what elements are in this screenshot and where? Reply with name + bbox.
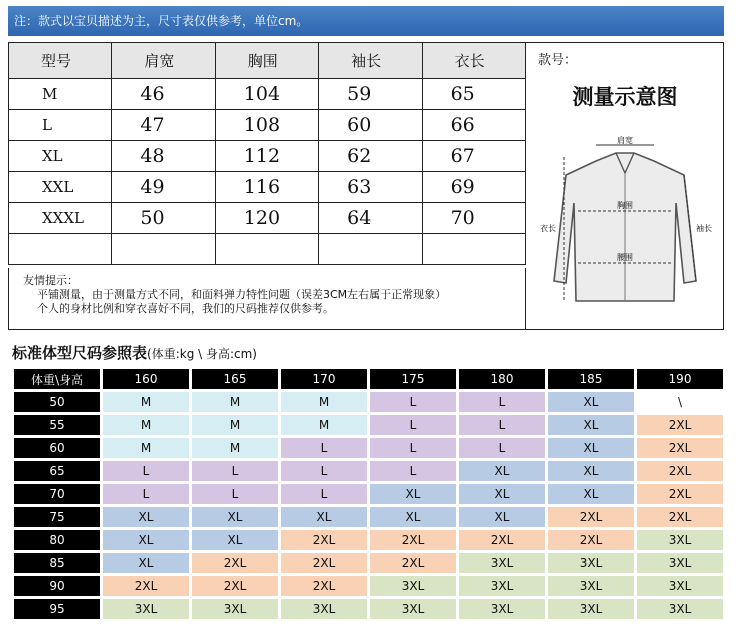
size-recommendation-cell: L [370,461,456,481]
table-row [9,203,526,234]
size-recommendation-cell: 3XL [459,599,545,619]
empty-cell [112,234,215,265]
size-recommendation-cell: L [192,461,278,481]
size-recommendation-cell: XL [370,484,456,504]
table-row [14,415,723,435]
size-recommendation-cell: XL [370,507,456,527]
sleeve-cell: 64 [319,203,422,234]
size-recommendation-cell: 2XL [281,553,367,573]
shoulder-cell: 46 [112,79,215,110]
weight-cell: 60 [14,438,100,458]
size-recommendation-cell: XL [192,530,278,550]
notice-text: 注：款式以宝贝描述为主，尺寸表仅供参考，单位cm。 [14,14,309,28]
shoulder-cell: 48 [112,141,215,172]
size-cell: XXL [9,172,112,203]
empty-cell [319,234,422,265]
weight-cell: 55 [14,415,100,435]
header-length: 衣长 [422,43,525,79]
weight-cell: 80 [14,530,100,550]
table-row [9,110,526,141]
table-row [14,438,723,458]
header-shoulder: 肩宽 [112,43,215,79]
size-recommendation-cell: XL [103,507,189,527]
weight-cell: 95 [14,599,100,619]
table-row [9,172,526,203]
sleeve-cell: 62 [319,141,422,172]
height-header: 190 [637,369,723,389]
table-row [14,530,723,550]
size-recommendation-cell: XL [548,484,634,504]
diagram-title: 测量示意图 [572,85,678,109]
table-row [9,79,526,110]
size-recommendation-cell: 2XL [370,553,456,573]
size-recommendation-cell: M [103,392,189,412]
size-recommendation-cell: 2XL [637,461,723,481]
size-recommendation-cell: XL [192,507,278,527]
size-cell: XL [9,141,112,172]
size-recommendation-cell: 3XL [370,576,456,596]
reference-title-text: 标准体型尺码参照表 [12,344,148,362]
size-recommendation-cell: 3XL [459,553,545,573]
measure-diagram-panel [526,42,724,330]
chest-cell: 120 [215,203,318,234]
size-recommendation-cell: XL [548,438,634,458]
table-row [14,599,723,619]
header-sleeve: 袖长 [319,43,422,79]
size-recommendation-cell: L [281,461,367,481]
size-recommendation-cell: 2XL [637,438,723,458]
size-recommendation-cell: 2XL [192,553,278,573]
style-number-label: 款号： [538,53,578,68]
size-recommendation-cell: 2XL [370,530,456,550]
length-cell: 67 [422,141,525,172]
empty-cell [215,234,318,265]
size-recommendation-cell: 3XL [637,576,723,596]
size-recommendation-cell: XL [459,461,545,481]
size-recommendation-cell: L [459,392,545,412]
size-recommendation-cell: L [459,438,545,458]
size-cell: L [9,110,112,141]
size-recommendation-cell: 3XL [192,599,278,619]
size-recommendation-cell: M [192,415,278,435]
chest-cell: 112 [215,141,318,172]
size-recommendation-cell: 3XL [103,599,189,619]
shoulder-cell: 50 [112,203,215,234]
length-cell: 66 [422,110,525,141]
empty-cell [422,234,525,265]
tips-box [8,268,526,330]
size-recommendation-cell: L [281,438,367,458]
size-recommendation-cell: 2XL [281,530,367,550]
size-recommendation-cell: 2XL [637,415,723,435]
sleeve-cell: 60 [319,110,422,141]
size-recommendation-cell: M [192,392,278,412]
size-recommendation-cell: XL [548,461,634,481]
reference-title [12,342,257,363]
weight-cell: 50 [14,392,100,412]
measurement-table [8,42,526,265]
size-recommendation-cell: 3XL [548,553,634,573]
size-recommendation-cell: M [281,415,367,435]
reference-body [14,392,723,619]
table-row [14,576,723,596]
size-recommendation-cell: L [370,415,456,435]
weight-cell: 75 [14,507,100,527]
corner-cell: 体重\身高 [14,369,100,389]
size-recommendation-cell: L [459,415,545,435]
size-recommendation-cell: M [192,438,278,458]
size-recommendation-cell: 2XL [637,484,723,504]
size-recommendation-cell: 2XL [637,507,723,527]
chest-cell: 104 [215,79,318,110]
header-size: 型号 [9,43,112,79]
size-recommendation-cell: 2XL [548,507,634,527]
size-recommendation-cell: 3XL [281,599,367,619]
sleeve-label: 袖长 [696,224,712,233]
size-recommendation-cell: 2XL [548,530,634,550]
shirt-diagram [534,131,716,321]
size-cell: XXXL [9,203,112,234]
size-recommendation-cell: 3XL [548,599,634,619]
length-cell: 69 [422,172,525,203]
size-reference-table [11,366,726,622]
size-recommendation-cell: L [370,438,456,458]
shoulder-label: 肩宽 [617,136,633,145]
size-recommendation-cell: 2XL [103,576,189,596]
weight-cell: 65 [14,461,100,481]
size-recommendation-cell: 2XL [281,576,367,596]
size-recommendation-cell: 2XL [459,530,545,550]
header-chest: 胸围 [215,43,318,79]
size-recommendation-cell: 3XL [459,576,545,596]
empty-row [9,234,526,265]
sleeve-cell: 63 [319,172,422,203]
sleeve-cell: 59 [319,79,422,110]
weight-cell: 70 [14,484,100,504]
size-recommendation-cell: 2XL [192,576,278,596]
hem-label: 腰围 [617,253,633,262]
height-header: 185 [548,369,634,389]
table-row [14,507,723,527]
chest-label: 胸围 [617,201,633,210]
size-recommendation-cell: 3XL [637,553,723,573]
measurement-header-row [9,43,526,79]
length-cell: 65 [422,79,525,110]
length-cell: 70 [422,203,525,234]
table-row [14,553,723,573]
tips-line-1: 平铺测量，由于测量方式不同，和面料弹力特性问题（误差3CM左右属于正常现象） [37,288,447,301]
size-recommendation-cell: \ [637,392,723,412]
height-header: 170 [281,369,367,389]
size-recommendation-cell: L [103,461,189,481]
chest-cell: 116 [215,172,318,203]
chest-cell: 108 [215,110,318,141]
size-recommendation-cell: XL [281,507,367,527]
size-recommendation-cell: L [370,392,456,412]
height-header: 180 [459,369,545,389]
weight-cell: 85 [14,553,100,573]
size-recommendation-cell: M [103,415,189,435]
size-recommendation-cell: M [103,438,189,458]
size-recommendation-cell: XL [103,530,189,550]
reference-subtitle: (体重:kg \ 身高:cm) [147,347,257,361]
height-header: 160 [103,369,189,389]
size-recommendation-cell: XL [459,484,545,504]
size-recommendation-cell: XL [548,415,634,435]
size-recommendation-cell: L [281,484,367,504]
weight-cell: 90 [14,576,100,596]
table-row [14,461,723,481]
size-recommendation-cell: L [103,484,189,504]
size-recommendation-cell: XL [459,507,545,527]
size-recommendation-cell: L [192,484,278,504]
size-recommendation-cell: 3XL [637,530,723,550]
empty-cell [9,234,112,265]
table-row [9,141,526,172]
size-recommendation-cell: 3XL [370,599,456,619]
tips-title: 友情提示： [23,274,78,287]
tips-line-2: 个人的身材比例和穿衣喜好不同，我们的尺码推荐仅供参考。 [37,302,334,315]
size-recommendation-cell: XL [548,392,634,412]
height-header: 175 [370,369,456,389]
size-cell: M [9,79,112,110]
shoulder-cell: 47 [112,110,215,141]
notice-banner [8,6,724,36]
length-label: 衣长 [540,224,556,233]
table-row [14,392,723,412]
table-row [14,484,723,504]
size-recommendation-cell: 3XL [637,599,723,619]
height-header-row [14,369,723,389]
size-recommendation-cell: 3XL [548,576,634,596]
shoulder-cell: 49 [112,172,215,203]
size-recommendation-cell: M [281,392,367,412]
height-header: 165 [192,369,278,389]
size-recommendation-cell: XL [103,553,189,573]
